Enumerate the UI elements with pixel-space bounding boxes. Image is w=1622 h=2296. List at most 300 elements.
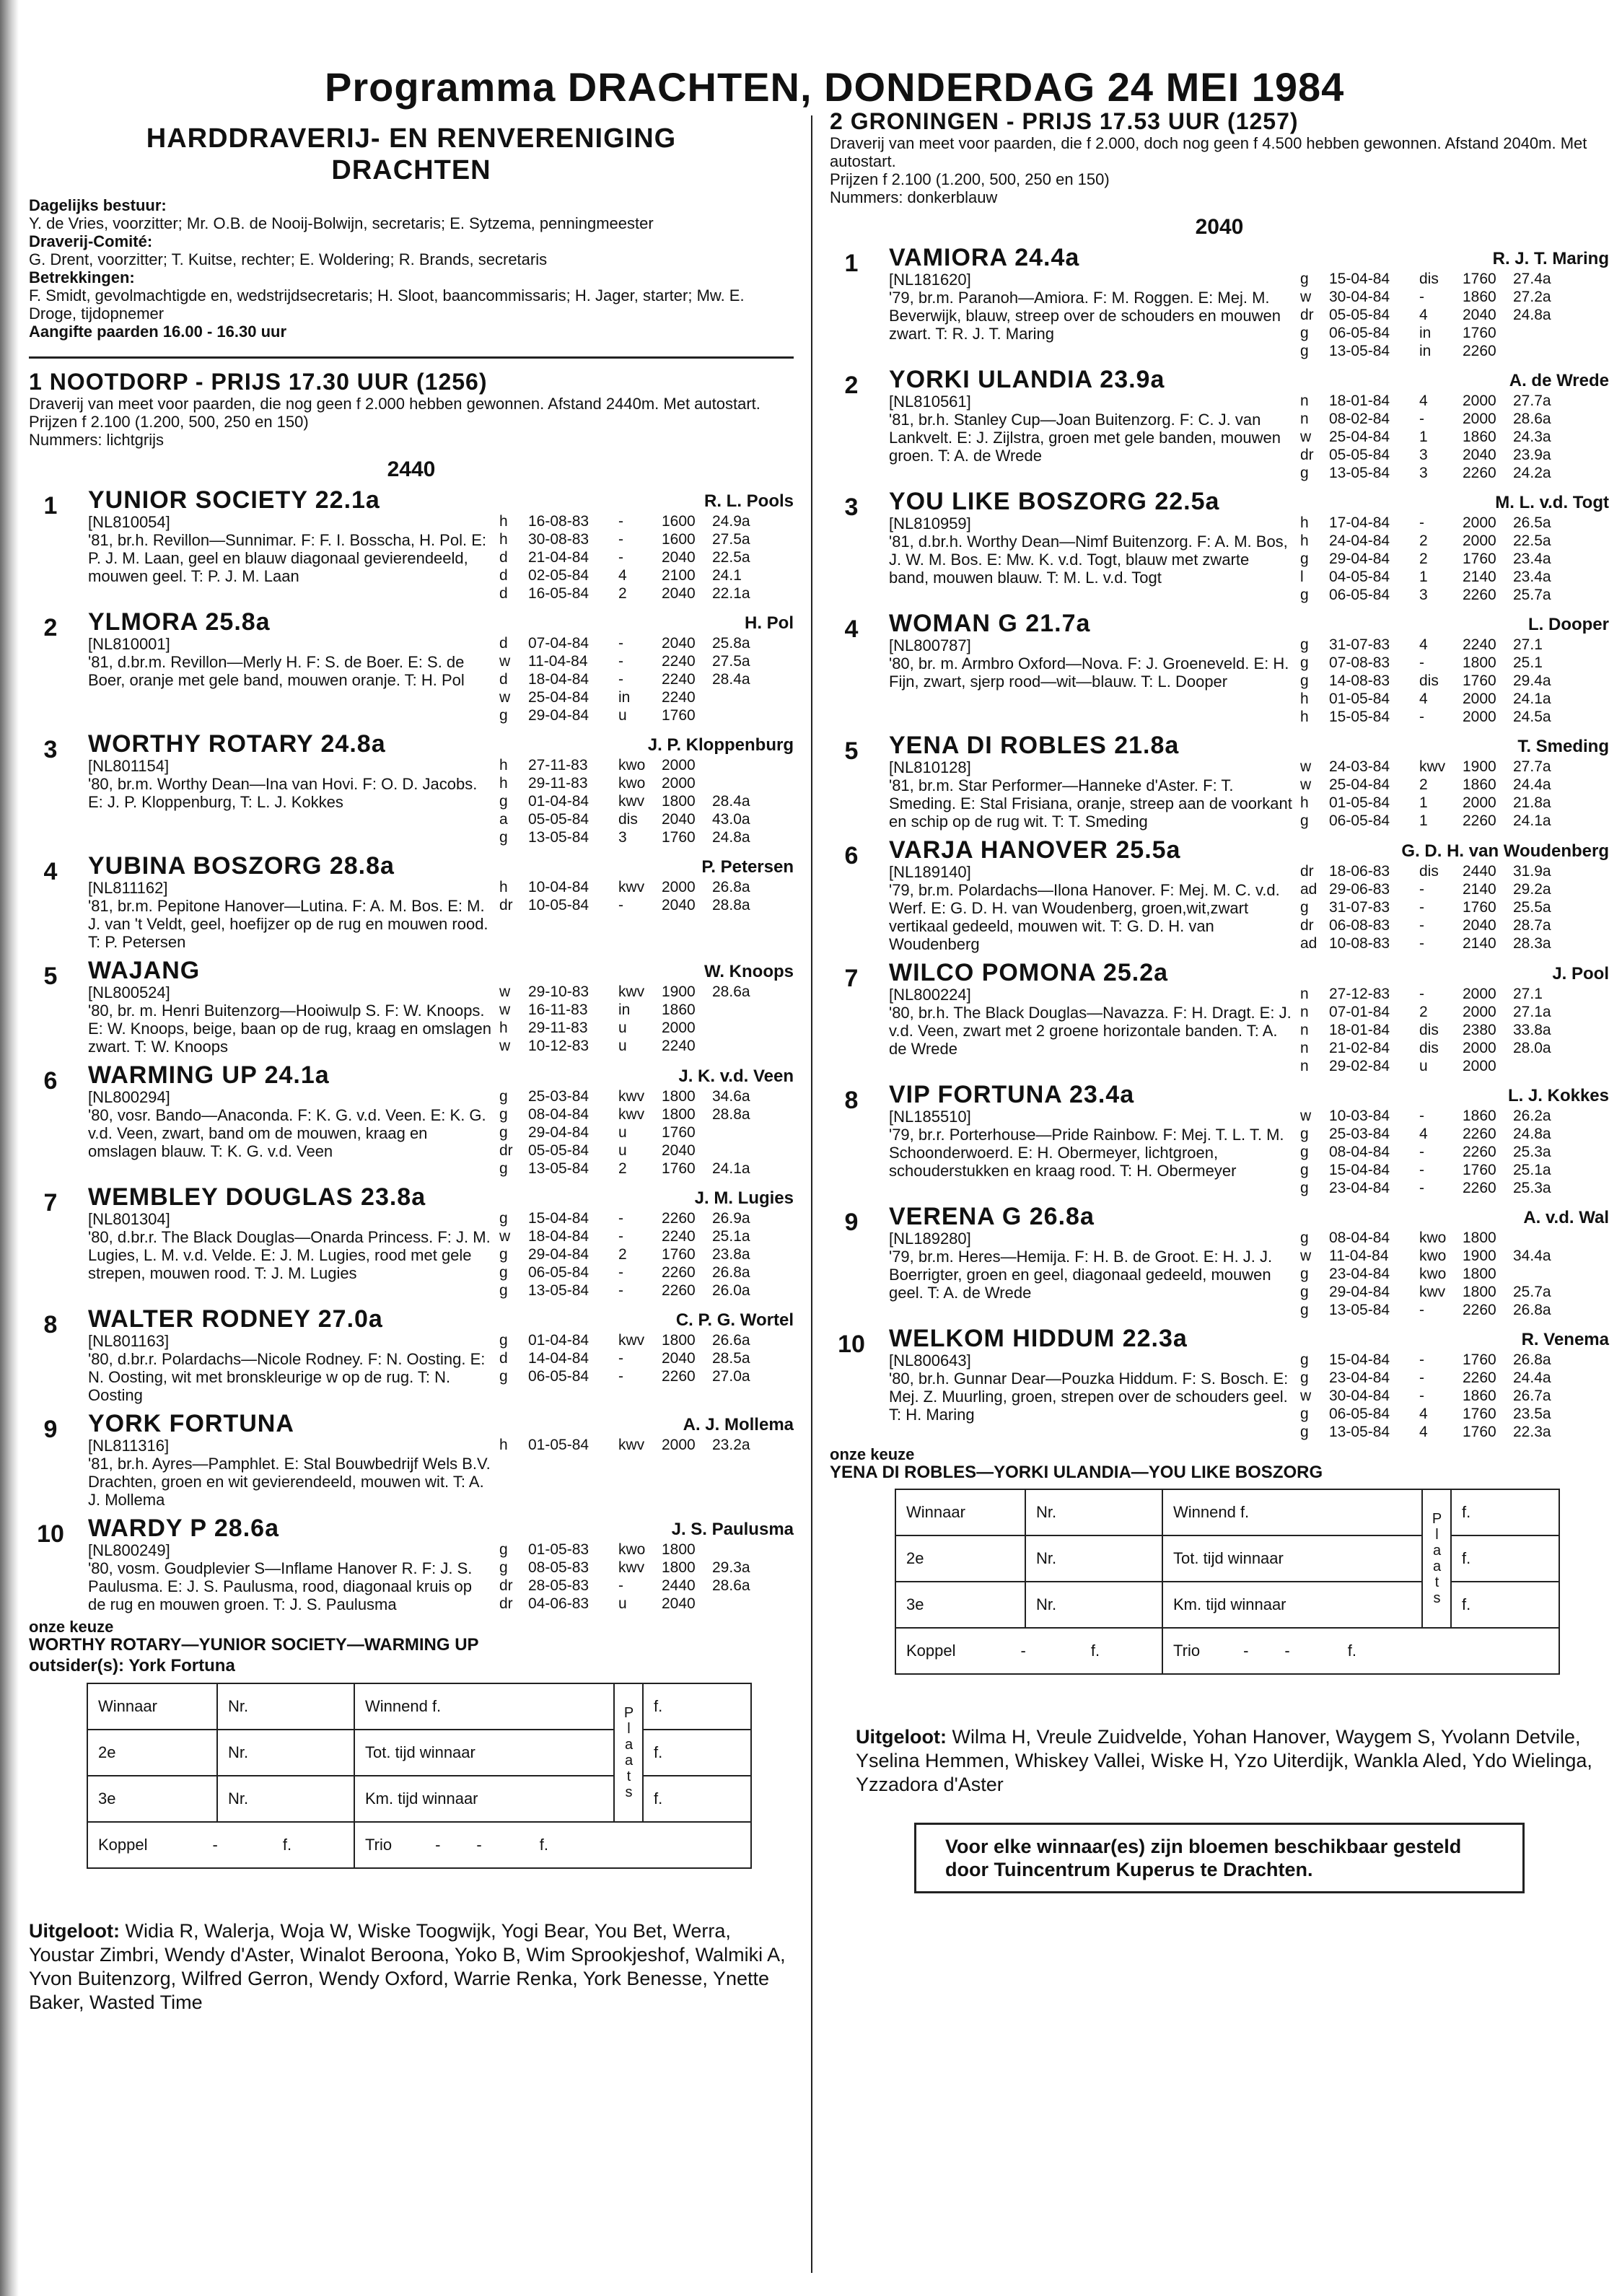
bet-f[interactable]: f. [1090, 1642, 1100, 1660]
result-distance: 1760 [662, 1246, 696, 1263]
bet-cell: Nr. [1025, 1535, 1162, 1582]
result-time: 28.6a [712, 983, 750, 1000]
horse-number: 6 [844, 842, 859, 869]
result-date: 29-04-84 [1329, 551, 1390, 567]
result-distance: 1760 [1463, 1424, 1496, 1440]
result-track: w [1300, 289, 1312, 305]
horse-body [88, 1515, 794, 1613]
result-distance: 1800 [662, 1332, 696, 1349]
result-track: d [499, 585, 508, 602]
result-place: - [1419, 1370, 1424, 1386]
result-time: 22.1a [712, 585, 750, 602]
result-date: 10-03-84 [1329, 1108, 1390, 1124]
horse-results [492, 1305, 794, 1404]
bet-f[interactable]: f. [539, 1836, 548, 1854]
horse-entry [29, 1183, 794, 1300]
result-track: dr [1300, 447, 1314, 463]
result-row [1300, 514, 1609, 532]
scan-edge [0, 0, 19, 2296]
horse-code: [NL801304] [88, 1210, 170, 1228]
result-track: g [499, 1160, 508, 1177]
result-place: in [618, 689, 631, 706]
result-track: h [499, 879, 508, 895]
result-track: l [1300, 569, 1304, 585]
bet-cell: Winnend f. [354, 1683, 614, 1730]
result-track: g [1300, 636, 1309, 653]
result-distance: 1900 [1463, 758, 1496, 775]
result-time: 33.8a [1513, 1022, 1551, 1038]
horse-trainer: L. J. Kokkes [1507, 1086, 1609, 1105]
race2-description: Draverij van meet voor paarden, die f 2.000, doch nog geen f 4.500 hebben gewonnen. Afstand 2040m. Met autostart. [830, 134, 1587, 170]
result-date: 25-04-84 [1329, 429, 1390, 445]
result-row [1300, 392, 1609, 410]
bet-cell: Winnaar [87, 1683, 217, 1730]
result-time: 23.5a [1513, 1406, 1551, 1422]
result-place: dis [1419, 863, 1439, 880]
bet-amount[interactable]: f. [1451, 1489, 1559, 1535]
result-place: 2 [1419, 1004, 1428, 1020]
result-row [499, 1037, 794, 1055]
bet-dash: - [1243, 1642, 1249, 1660]
horse-body [88, 486, 794, 603]
result-time: 28.3a [1513, 935, 1551, 952]
bet-cell: 2e [87, 1730, 217, 1776]
bet-row [87, 1776, 751, 1822]
result-time: 27.2a [1513, 289, 1551, 305]
race2-horse-list [830, 244, 1609, 1441]
result-place: 2 [1419, 776, 1428, 793]
bet-row [895, 1535, 1559, 1582]
result-date: 02-05-84 [528, 567, 589, 584]
result-row [499, 878, 794, 896]
result-row [499, 1577, 794, 1595]
result-row [1300, 1179, 1609, 1197]
result-date: 17-04-84 [1329, 514, 1390, 531]
column-divider [811, 115, 812, 2273]
result-track: g [499, 1264, 508, 1281]
bet-amount[interactable]: f. [643, 1730, 751, 1776]
result-distance: 2240 [662, 689, 696, 706]
result-row [1300, 270, 1609, 288]
horse-trainer: R. J. T. Maring [1492, 249, 1609, 268]
result-place: - [618, 1282, 623, 1299]
result-track: g [499, 1106, 508, 1123]
bet-plaats-label: Plaats [1422, 1489, 1451, 1628]
result-place: 3 [1419, 447, 1428, 463]
result-place: dis [1419, 1040, 1439, 1056]
horse-code: [NL189280] [889, 1230, 971, 1248]
result-row [1300, 428, 1609, 446]
result-track: g [1300, 1406, 1309, 1422]
result-place: 1 [1419, 569, 1428, 585]
horse-results [1293, 1325, 1609, 1441]
result-row [499, 1142, 794, 1160]
result-date: 10-04-84 [528, 879, 589, 895]
result-date: 08-04-84 [1329, 1144, 1390, 1160]
result-date: 05-05-84 [528, 811, 589, 828]
result-place: - [1419, 881, 1424, 898]
result-place: 2 [618, 585, 627, 602]
result-time: 25.8a [712, 635, 750, 652]
result-place: 1 [1419, 794, 1428, 811]
result-distance: 2040 [1463, 917, 1496, 934]
race2-uitgeloot-list: Wilma H, Vreule Zuidvelde, Yohan Hanover, Waygem S, Yvolann Detvile, Yselina Hemmen, Whiskey Vallei, Wiske H, Yzo Uiterdijk, Wankla Aled, Ydo Wielinga, Yzzadora d'Aster [856, 1726, 1592, 1795]
horse-trainer: J. P. Kloppenburg [647, 735, 794, 755]
result-place: 4 [1419, 393, 1428, 409]
result-distance: 1860 [662, 1002, 696, 1018]
result-place: kwv [618, 793, 645, 810]
horse-description: '79, br.m. Polardachs—Ilona Hanover. F: Mej. M. C. v.d. Werf. E: G. D. H. van Woudenberg, groen,wit,zwart vertikaal gedeeld, mouwen wit. T: G. D. H. van Woudenberg [889, 881, 1280, 953]
horse-trainer: J. M. Lugies [694, 1188, 794, 1208]
comite-text: G. Drent, voorzitter; T. Kuitse, rechter; E. Woldering; R. Brands, secretaris [29, 250, 548, 268]
result-place: kwv [618, 1088, 645, 1105]
horse-trainer: H. Pol [744, 613, 794, 633]
result-place: 4 [1419, 1424, 1428, 1440]
result-date: 06-08-83 [1329, 917, 1390, 934]
horse-results [492, 1061, 794, 1178]
result-distance: 2000 [662, 1437, 696, 1453]
horse-entry [830, 610, 1609, 726]
result-distance: 2260 [1463, 1144, 1496, 1160]
result-row [1300, 1021, 1609, 1039]
horse-number: 10 [37, 1520, 64, 1548]
result-distance: 2140 [1463, 935, 1496, 952]
result-distance: 1760 [662, 1160, 696, 1177]
result-time [712, 1595, 770, 1613]
horse-trainer: L. Dooper [1528, 615, 1609, 634]
result-place: 4 [1419, 636, 1428, 653]
result-row [1300, 1003, 1609, 1021]
result-track: dr [1300, 307, 1314, 323]
result-row [1300, 758, 1609, 776]
result-place: - [1419, 986, 1424, 1002]
horse-description: '80, br. m. Armbro Oxford—Nova. F: J. Groeneveld. E: H. Fijn, zwart, sjerp rood—wit—blauw. T: L. Dooper [889, 654, 1289, 691]
horse-results [492, 852, 794, 951]
result-row [499, 792, 794, 810]
result-time: 25.7a [1513, 1284, 1551, 1300]
result-time [712, 1019, 770, 1037]
horse-description: '81, br.h. Stanley Cup—Joan Buitenzorg. F: C. J. van Lankvelt. E: J. Zijlstra, groen met gele banden, mouwen groen. T: A. de Wrede [889, 411, 1281, 465]
result-time: 22.5a [1513, 533, 1551, 549]
horse-description: '80, br. m. Henri Buitenzorg—Hooiwulp S. F: W. Knoops. E: W. Knoops, beige, baan op de rug, kraag en omslagen zwart. T: W. Knoops [88, 1002, 491, 1056]
bet-cell: Km. tijd winnaar [354, 1776, 614, 1822]
result-time: 26.9a [712, 1210, 750, 1227]
result-time [712, 706, 770, 724]
horse-results [1293, 836, 1609, 953]
horse-results [1293, 959, 1609, 1075]
horse-description: '80, vosr. Bando—Anaconda. F: K. G. v.d. Veen. E: K. G. v.d. Veen, zwart, band om de mouwen, kraag en omslagen blauw. T: K. G. v.d. Veen [88, 1106, 486, 1160]
result-distance: 1760 [662, 1124, 696, 1141]
result-track: g [1300, 1266, 1309, 1282]
bet-row [895, 1489, 1559, 1535]
result-time: 24.2a [1513, 465, 1551, 481]
result-row [499, 896, 794, 914]
result-distance: 2040 [662, 585, 696, 602]
horse-entry [830, 488, 1609, 604]
result-time: 24.1a [1513, 691, 1551, 707]
result-track: h [499, 1020, 508, 1036]
race1-distance: 2440 [387, 457, 436, 481]
result-row [499, 584, 794, 603]
horse-entry [830, 1081, 1609, 1197]
result-distance: 2240 [662, 671, 696, 688]
race1-heading: 1 NOOTDORP - PRIJS 17.30 UUR (1256) [29, 369, 488, 395]
result-date: 29-11-83 [528, 775, 588, 792]
horse-code: [NL185510] [889, 1108, 971, 1126]
result-row [1300, 934, 1609, 952]
result-track: g [499, 1088, 508, 1105]
result-date: 01-05-84 [1329, 691, 1390, 707]
result-row [1300, 324, 1609, 342]
bet-table [895, 1489, 1560, 1675]
result-place: kwo [1419, 1230, 1447, 1246]
result-place: - [618, 635, 623, 652]
result-row [1300, 550, 1609, 568]
result-track: g [1300, 325, 1309, 341]
result-place: u [618, 1020, 627, 1036]
horse-number: 1 [43, 492, 58, 520]
horse-body [889, 959, 1609, 1075]
horse-entry [830, 732, 1609, 831]
result-time: 26.8a [1513, 1302, 1551, 1318]
result-date: 04-05-84 [1329, 569, 1390, 585]
result-track: g [1300, 1302, 1309, 1318]
result-row [1300, 1405, 1609, 1423]
result-distance: 2000 [1463, 1004, 1496, 1020]
horse-entry [830, 1325, 1609, 1441]
result-date: 29-10-83 [528, 983, 589, 1000]
result-distance: 2240 [662, 1038, 696, 1054]
result-row [499, 652, 794, 670]
result-row [499, 566, 794, 584]
result-distance: 2040 [662, 897, 696, 913]
result-row [1300, 1369, 1609, 1387]
horse-body [88, 957, 794, 1056]
result-place: u [618, 1142, 627, 1159]
result-track: dr [1300, 863, 1314, 880]
horse-trainer: P. Petersen [701, 857, 794, 877]
result-track: h [1300, 709, 1309, 725]
result-track: g [1300, 654, 1309, 671]
result-track: h [1300, 514, 1309, 531]
result-row [1300, 410, 1609, 428]
horse-results [1293, 488, 1609, 604]
race1-keuze: WORTHY ROTARY—YUNIOR SOCIETY—WARMING UP [29, 1635, 479, 1655]
result-date: 18-06-83 [1329, 863, 1390, 880]
result-row [1300, 1265, 1609, 1283]
result-distance: 2000 [1463, 393, 1496, 409]
bet-cell: 3e [895, 1582, 1025, 1628]
result-distance: 1860 [1463, 289, 1496, 305]
bet-cell: Nr. [1025, 1489, 1162, 1535]
bet-amount[interactable]: f. [643, 1683, 751, 1730]
result-place: - [1419, 899, 1424, 916]
result-place: - [1419, 709, 1424, 725]
result-distance: 2260 [662, 1368, 696, 1385]
horse-info [88, 1183, 492, 1300]
result-date: 23-04-84 [1329, 1370, 1390, 1386]
flowers-notice: Voor elke winnaar(es) zijn bloemen beschikbaar gesteld door Tuincentrum Kuperus te Drachten. [914, 1823, 1525, 1893]
result-place: - [1419, 654, 1424, 671]
result-track: d [499, 635, 508, 652]
bet-plaats-label: Plaats [614, 1683, 643, 1822]
result-row [499, 1227, 794, 1245]
result-track: dr [499, 1142, 513, 1159]
horse-name: VARJA HANOVER 25.5a [889, 836, 1181, 864]
result-distance: 2260 [662, 1210, 696, 1227]
result-date: 30-08-83 [528, 531, 589, 548]
result-row [499, 1087, 794, 1105]
result-distance: 2040 [662, 635, 696, 652]
result-distance: 2240 [662, 1228, 696, 1245]
result-date: 30-04-84 [1329, 1388, 1390, 1404]
result-date: 08-04-84 [528, 1106, 589, 1123]
result-track: w [499, 1228, 511, 1245]
result-place: - [1419, 514, 1424, 531]
result-track: g [1300, 1284, 1309, 1300]
result-time: 25.7a [1513, 587, 1551, 603]
horse-info [889, 732, 1293, 831]
result-row [1300, 708, 1609, 726]
result-place: - [618, 1350, 623, 1367]
bet-amount[interactable]: f. [1451, 1535, 1559, 1582]
result-row [499, 1331, 794, 1349]
result-place: kwv [1419, 758, 1446, 775]
result-distance: 2000 [1463, 794, 1496, 811]
horse-code: [NL800643] [889, 1351, 971, 1370]
horse-trainer: J. Pool [1552, 964, 1609, 983]
result-distance: 2000 [662, 757, 696, 774]
result-date: 04-06-83 [528, 1595, 589, 1612]
result-row [499, 756, 794, 774]
race1-numbers: Nummers: lichtgrijs [29, 431, 165, 449]
result-distance: 2040 [662, 1350, 696, 1367]
result-time [1513, 1057, 1571, 1075]
result-time: 29.2a [1513, 881, 1551, 898]
race2-uitgeloot [856, 1725, 1609, 1797]
result-row [1300, 1387, 1609, 1405]
result-track: g [499, 1332, 508, 1349]
result-track: w [499, 689, 511, 706]
horse-body [889, 836, 1609, 953]
result-track: w [499, 1038, 511, 1054]
result-place: kwv [618, 1106, 645, 1123]
horse-info [88, 730, 492, 846]
result-place: u [1419, 1058, 1428, 1074]
result-place: u [618, 1124, 627, 1141]
result-date: 11-04-84 [1329, 1248, 1389, 1264]
bet-cell: Tot. tijd winnaar [1162, 1535, 1422, 1582]
bet-f[interactable]: f. [1347, 1642, 1356, 1660]
result-distance: 2260 [1463, 465, 1496, 481]
result-time: 28.4a [712, 671, 750, 688]
result-distance: 2260 [1463, 1302, 1496, 1318]
result-track: a [499, 811, 508, 828]
horse-description: '81, br.m. Pepitone Hanover—Lutina. F: A. M. Bos. E: M. J. van 't Veldt, geel, hoefijzer op de rug en mouwen rood. T: P. Petersen [88, 897, 488, 951]
result-date: 14-08-83 [1329, 672, 1390, 689]
bet-f[interactable]: f. [282, 1836, 292, 1854]
result-place: - [1419, 935, 1424, 952]
result-time: 24.8a [712, 829, 750, 846]
result-date: 25-03-84 [1329, 1126, 1390, 1142]
horse-entry [830, 836, 1609, 953]
result-track: w [1300, 429, 1312, 445]
bet-cell: Tot. tijd winnaar [354, 1730, 614, 1776]
horse-code: [NL189140] [889, 863, 971, 881]
horse-body [889, 244, 1609, 360]
result-row [1300, 812, 1609, 830]
result-place: kwo [1419, 1266, 1447, 1282]
result-place: - [618, 671, 623, 688]
horse-number: 5 [844, 737, 859, 765]
result-place: 2 [618, 1246, 627, 1263]
result-time [712, 774, 770, 792]
horse-entry [29, 730, 794, 846]
result-date: 30-04-84 [1329, 289, 1390, 305]
result-time [1513, 1229, 1571, 1247]
result-row [1300, 464, 1609, 482]
result-date: 29-04-84 [1329, 1284, 1390, 1300]
horse-code: [NL810128] [889, 758, 971, 776]
result-place: 4 [1419, 691, 1428, 707]
result-track: dr [499, 1577, 513, 1594]
result-distance: 2000 [662, 1020, 696, 1036]
result-track: d [499, 567, 508, 584]
horse-name: WORTHY ROTARY 24.8a [88, 730, 386, 758]
horse-body [889, 1325, 1609, 1441]
horse-number: 2 [43, 614, 58, 641]
horse-description: '81, d.br.h. Worthy Dean—Nimf Buitenzorg. F: A. M. Bos, J. W. M. Bos. E: Mw. K. v.d. Togt, blauw met zwarte band, mouwen blauw. T: M. L. v.d. Togt [889, 533, 1288, 587]
result-row [1300, 898, 1609, 916]
result-distance: 1760 [1463, 325, 1496, 341]
result-distance: 2000 [1463, 514, 1496, 531]
horse-results [1293, 1081, 1609, 1197]
result-date: 23-04-84 [1329, 1266, 1390, 1282]
result-date: 13-05-84 [528, 1282, 589, 1299]
result-date: 21-04-84 [528, 549, 589, 566]
horse-code: [NL181620] [889, 271, 971, 289]
horse-number: 5 [43, 963, 58, 990]
horse-name: YENA DI ROBLES 21.8a [889, 732, 1180, 759]
result-row [1300, 1247, 1609, 1265]
result-date: 06-05-84 [1329, 1406, 1390, 1422]
result-track: h [499, 513, 508, 530]
result-distance: 2000 [662, 775, 696, 792]
right-column [830, 108, 1609, 1893]
horse-trainer: A. de Wrede [1509, 371, 1609, 390]
result-distance: 1760 [1463, 1406, 1496, 1422]
result-time: 31.9a [1513, 863, 1551, 880]
result-place: - [618, 897, 623, 913]
horse-entry [29, 486, 794, 603]
result-distance: 2240 [662, 653, 696, 670]
bet-amount[interactable]: f. [1451, 1582, 1559, 1628]
result-row [1300, 288, 1609, 306]
result-date: 11-04-84 [528, 653, 588, 670]
result-track: n [1300, 393, 1309, 409]
horse-info [889, 1325, 1293, 1441]
result-date: 29-04-84 [528, 1246, 589, 1263]
result-track: g [1300, 271, 1309, 287]
bet-amount[interactable]: f. [643, 1776, 751, 1822]
result-place: u [618, 1038, 627, 1054]
result-time: 24.4a [1513, 776, 1551, 793]
result-distance: 1760 [1463, 672, 1496, 689]
horse-body [889, 488, 1609, 604]
result-time [712, 1142, 770, 1160]
bet-row-koppel [87, 1822, 751, 1868]
result-distance: 1760 [1463, 1351, 1496, 1368]
